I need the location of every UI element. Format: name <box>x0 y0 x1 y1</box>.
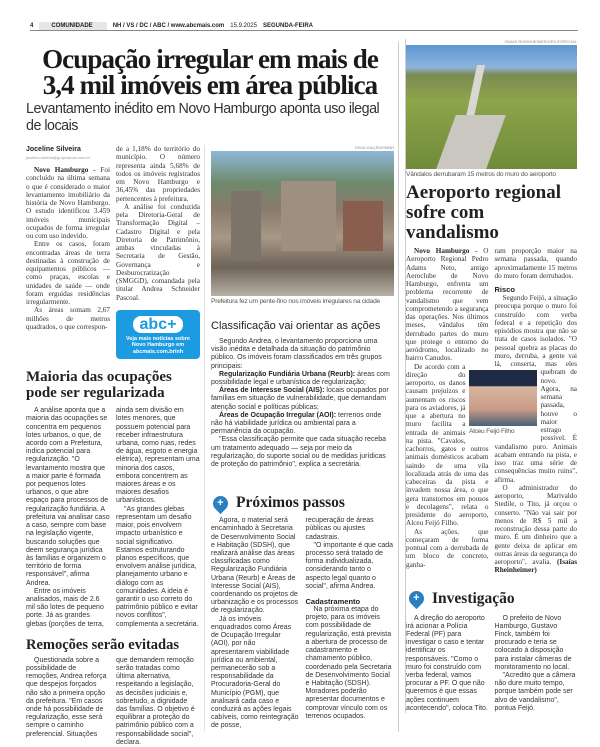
paragraph: De acordo com a direção do aeroporto, os danos causam prejuízos e aumentam os riscos para os aviadores, já que a abertura no muro facilita a entrada de animais na pista. "Cavalos, cachorros, gatos e outros animais domésticos acabam saindo de uma vila localizada atrás de uma das cabeceiras da pista e invadem nossa área, o que gera transtornos em pousos e decolagens", relata o presidente do aeroporto, Alceu Feijó Filho. <box>406 362 489 528</box>
plus-pin-icon <box>406 588 427 609</box>
bold-lead: Áreas de Ocupação Irregular (AOI): <box>219 411 337 419</box>
investigacao-col1 <box>406 615 489 713</box>
paragraph: + <box>217 496 224 509</box>
section-title-classificacao: Classificação vai orientar as ações <box>211 320 381 332</box>
byline <box>26 145 110 160</box>
promo-text <box>118 336 198 356</box>
paragraph: Segundo Andrea, o levantamento proporciona uma visão inédita e detalhada da situação do patrimônio público. Os imóveis foram classificados em três grupos principais: <box>211 338 382 370</box>
photo-airport-wall <box>406 45 577 169</box>
title-line: sofre com vandalismo <box>406 202 499 243</box>
aeroporto-body <box>406 247 577 575</box>
remocoes-col2 <box>116 657 200 747</box>
paragraph: A análise foi conduzida pela Diretoria-Geral de Transformação Digital – Cadastro Digital e pela Diretoria de Patrimônio, ambas vinculadas à Secretaria de Gestão, Governança e Desburocratização (SMGGD), comandada pela titular Andrea Schneider Pascoal. <box>116 202 200 302</box>
abc-logo: abc+ <box>133 316 183 333</box>
photo-credit: ISAÍAS RHEINHEIMER/GES-ESPECIAL <box>504 39 577 44</box>
paragraph: Agora, o material será encaminhado à Secretaria de Desenvolvimento Social e Habitação (SDSH), que realizará análise das áreas classificadas como Regularização Fundiária Urbana (Reurb) e Áreas de Interesse Social (AIS), coordenando os projetos de urbanização e os processos de regularização. <box>211 517 299 615</box>
paragraph: Foi concluído na última semana o que é considerado o maior levantamento imobiliário da história de Novo Hamburgo. O estudo identificou 3.459 imóveis municipais ocupados de forma irregular ou com uso indevido. <box>26 166 110 240</box>
plus-pin-icon <box>210 493 231 514</box>
left-column <box>26 145 204 747</box>
main-headline: Ocupação irregular em mais de 3,4 mil imóveis em área pública <box>42 44 378 100</box>
author-email[interactable]: joceline.silveira@gruposinos.com.br <box>26 155 91 160</box>
bold-lead: Novo Hamburgo - <box>414 247 478 255</box>
paragraph: A análise aponta que a maioria das ocupações se concentra em pequenos lotes urbanos, o que, de acordo com a Prefeitura, indica potencial para regularização. "O levantamento mostra que a maior parte é formada por pequenos lotes urbanos, o que abre espaço para processos de regularização fundiária. A prefeitura vai analisar caso a caso, sempre com base na legislação vigente, buscando soluções que deem segurança jurídica às famílias e organizem o território de forma responsável", afirma Andrea. <box>26 407 110 587</box>
editions: NH / VS / DC / ABC / www.abcmais.com <box>112 23 225 29</box>
photo-caption: Vândalos derrubaram 15 metros do muro do aeroporto <box>406 171 556 178</box>
main-subtitle: Levantamento inédito em Novo Hamburgo aponta uso ilegal de locais <box>26 101 380 134</box>
proximos-col1 <box>211 517 300 730</box>
signature: (Isaías Rheinheimer) <box>494 558 577 575</box>
page-header <box>30 22 578 31</box>
remocoes-body <box>26 657 200 747</box>
paragraph <box>211 371 394 387</box>
paragraph <box>211 412 394 437</box>
section-title-text: Investigação <box>432 589 515 607</box>
paragraph: Segundo Feijó, a situação preocupa porque o muro foi construído com verba federal e a repetição dos episódios mostra que não se trata de casos isolados. "O pessoal quebra as placas do muro, derruba, a gente vai lá, conserta, mas eles quebram de novo. Agora, na semana passada, houve o maior estrago possível. É vandalismo puro. Animais acabam entrando na pista, e isso traz uma série de consequências muito ruins", afirma. <box>494 294 577 484</box>
paragraph: + <box>413 592 420 604</box>
paragraph <box>211 387 394 412</box>
middle-column <box>204 145 394 731</box>
column-divider <box>398 42 399 732</box>
main-story-area <box>26 46 394 747</box>
bold-lead: Áreas de Interesse Social (AIS): <box>219 387 325 395</box>
photo-irregular-houses <box>211 151 394 296</box>
paragraph: terrenos onde não há viabilidade jurídica ou ambiental para a permanência da ocupação. <box>211 411 382 436</box>
bold-lead: Novo Hamburgo - <box>34 166 96 174</box>
paragraph: As ações, que começaram de forma pontual com a derrubada de um bloco de concreto, ganha- <box>406 527 489 569</box>
promo-line: Novo Hamburgo em <box>131 342 185 349</box>
paragraph: O prefeito de Novo Hamburgo, Gustavo Finck, também foi procurado e teria se colocado à disposição para instalar câmeras de monitoramento no local. <box>494 614 572 671</box>
paragraph: "Essa classificação permite que cada situação receba um tratamento adequado — seja por meio da regularização, do suporte social ou de medidas jurídicas de proteção do patrimônio", explica a secretária. <box>211 436 387 469</box>
main-article <box>26 145 200 359</box>
main-article-col1 <box>26 145 110 331</box>
story-columns <box>26 145 394 747</box>
photo-caption: Prefeitura fez um pente-fino nos imóveis irregulares na cidade <box>211 298 381 305</box>
paragraph: áreas com possibilidade legal e urbanística de regularização; <box>211 370 390 387</box>
main-article-col1-text <box>26 166 110 331</box>
title-line: Aeroporto regional <box>406 182 561 203</box>
paragraph: A direção do aeroporto irá acionar a Polícia Federal (PF) para investigar o caso e tentar identificar os responsáveis. "Como o muro foi construído com verba federal, vamos procurar a PF. O que não queremos é que essas ações continuem acontecendo", coloca Tito. <box>406 614 488 712</box>
paragraph <box>495 484 578 575</box>
section-title-proximos <box>211 495 394 511</box>
paragraph: O administrador do aeroporto, Marivaldo Stedile, o Tito, já orçou o conserto. "Não vai sair por menos de R$ 5 mil a reconstrução dessa parte do muro. É um dinheiro que a gente deixa de aplicar em outras áreas da segurança do aeroporto", avalia. <box>494 483 577 566</box>
right-column <box>405 39 577 713</box>
photo-credit: DIVULGAÇÃO/PMNH <box>354 145 394 150</box>
remocoes-col1 <box>26 657 110 739</box>
maioria-col2 <box>116 407 200 628</box>
section-title-text: Próximos passos <box>236 494 345 512</box>
paragraph: Entre os casos, foram encontradas áreas de terra destinadas à construção de equipamentos públicos — como praças, escolas e unidades de saúde — onde foram erguidas residências irregularmente. <box>26 240 110 306</box>
main-article-col2 <box>116 145 200 359</box>
investigacao-col2 <box>495 615 578 713</box>
author-name: Joceline Silveira <box>26 146 81 153</box>
proximos-col2 <box>306 517 395 721</box>
weekday: SEGUNDA-FEIRA <box>262 23 313 29</box>
paragraph: Já os imóveis enquadrados como Áreas de Ocupação Irregular (AOI), por não apresentarem viabilidade jurídica ou ambiental, permanecerão sob a responsabilidade da Procuradoria-Geral do Município (PGM), que analisará cada caso e conduzirá as ações legais cabíveis, como reintegração de posse, <box>211 615 299 730</box>
abc-promo-box[interactable] <box>116 310 200 360</box>
paragraph: Questionada sobre a possibilidade de remoções, Andrea reforça que despejos forçados não são a primeira opção da prefeitura. "Em casos onde há possibilidade de regularização, esse será sempre o caminho preferencial. Situações <box>26 656 107 738</box>
section-title-remocoes: Remoções serão evitadas <box>26 636 180 653</box>
paragraph: "As grandes glebas representam um desafio maior, pois envolvem impacto urbanístico e social significativo. Estamos estruturando planos específicos, que envolvem análise jurídica, planejamento urbano e diálogo com as comunidades. A ideia é garantir o uso correto do patrimônio público e evitar novos conflitos", complementa a secretária. <box>116 505 199 628</box>
promo-link[interactable]: abcmais.com.br/nh <box>132 348 184 355</box>
paragraph: Entre os imóveis analisados, mais de 2.6 mil são lotes de pequeno porte. Já as grandes glebas (porções de terra, <box>26 587 104 628</box>
page-number: 4 <box>30 23 34 29</box>
maioria-col1 <box>26 407 110 628</box>
aeroporto-headline <box>406 183 577 243</box>
paragraph: As áreas somam 2,67 milhões de metros quadrados, o que correspon- <box>26 306 110 331</box>
portrait-alceu-feijo <box>469 370 537 426</box>
paragraph: "O importante é que cada processo será tratado de forma individualizada, considerando tanto o aspecto legal quanto o social", afirma Andrea. <box>305 541 394 590</box>
section-title-investigacao <box>406 591 577 607</box>
main-article-col2-text <box>116 145 200 302</box>
paragraph: Na próxima etapa do projeto, para os imóveis com possibilidade de regularização, está prevista a abertura de processo de cadastramento e chamamento público, coordenado pela Secretaria de Desenvolvimento Social e Habitação (SDSH). Moradores poderão apresentar documentos e comprovar vínculo com os terrenos ocupados. <box>305 606 392 720</box>
paragraph: que demandem remoção serão tratadas como última alternativa, respeitando a legislação, as decisões judiciais e, sobretudo, a dignidade das famílias. O objetivo é equilibrar a proteção do patrimônio público com a responsabilidade social", declara. <box>116 656 195 746</box>
subhead-cadastramento: Cadastramento <box>305 597 361 607</box>
bold-lead: Regularização Fundiária Urbana (Reurb): <box>219 370 356 378</box>
title-line: pode ser regularizada <box>26 385 165 402</box>
classificacao-body <box>211 338 394 469</box>
paragraph: ram proporção maior na semana passada, quando aproximadamente 15 metros do muro foram derrubados. <box>494 247 577 280</box>
section-title-maioria <box>26 369 200 401</box>
paragraph: "Acredito que a câmera não dure muito tempo, porque também pode ser alvo de vandalismo", pontua Feijó. <box>494 671 576 712</box>
paragraph: de a 1,18% do território do município. O número representa ainda 5,68% de todos os imóveis registrados em Novo Hamburgo e 36,45% das propriedades pertencentes à prefeitura. <box>116 145 200 203</box>
section-label: COMUNIDADE <box>39 22 106 30</box>
subhead-risco: Risco <box>494 285 515 294</box>
proximos-body <box>211 517 394 730</box>
paragraph: ainda sem divisão em lotes menores, que possuem potencial para receber infraestrutura urbana, como ruas, redes de água, esgoto e energia elétrica), representam uma minoria dos casos, embora concentrem as maiores áreas e os maiores desafios urbanísticos. <box>116 407 200 505</box>
paragraph <box>406 247 489 363</box>
promo-line: Veja mais notícias sobre <box>126 335 190 342</box>
paragraph <box>26 166 110 240</box>
paragraph: recuperação de áreas públicas ou ajustes cadastrais. <box>305 517 374 541</box>
paragraph: locais ocupados por famílias em situação de vulnerabilidade, que demandam atenção social e políticas públicas; <box>211 387 389 411</box>
maioria-body <box>26 407 200 628</box>
title-line: Maioria das ocupações <box>26 369 172 386</box>
investigacao-body <box>406 615 577 713</box>
paragraph: O Aeroporto Regional Pedro Adams Neto, antigo Aeroclube de Novo Hamburgo, enfrenta um problema recorrente de vandalismo que vem comprometendo a segurança das operações. Nos últimos meses, vândalos têm derrubado partes do muro que protege o entorno do aeródromo, localizado no bairro Canudos. <box>406 247 489 363</box>
portrait-caption: Alceu Feijó Filho <box>469 428 515 435</box>
date: 15.9.2025 <box>230 23 257 29</box>
